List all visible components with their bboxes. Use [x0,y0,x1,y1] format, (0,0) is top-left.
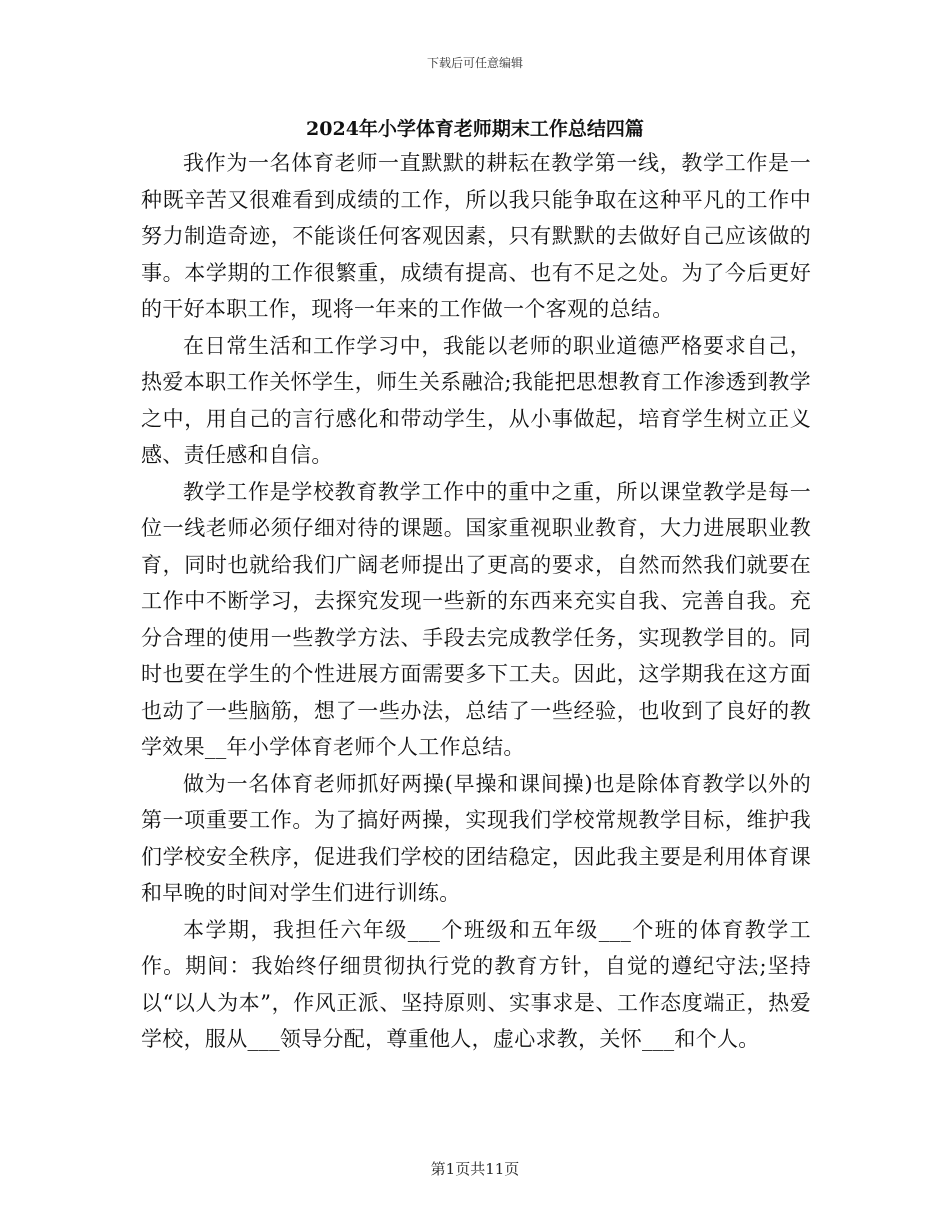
paragraph-2: 在日常生活和工作学习中，我能以老师的职业道德严格要求自己，热爱本职工作关怀学生，师生关系融洽;我能把思想教育工作渗透到教学之中，用自己的言行感化和带动学生，从小事做起，培育学生树立正义感、责任感和自信。 [141,333,811,467]
header-note: 下载后可任意编辑 [426,56,523,70]
document-body [141,145,811,1058]
document-title: 2024年小学体育老师期末工作总结四篇 [306,118,644,140]
paragraph-1: 我作为一名体育老师一直默默的耕耘在教学第一线，教学工作是一种既辛苦又很难看到成绩的工作，所以我只能争取在这种平凡的工作中努力制造奇迹，不能谈任何客观因素，只有默默的去做好自己应该做的事。本学期的工作很繁重，成绩有提高、也有不足之处。为了今后更好的干好本职工作，现将一年来的工作做一个客观的总结。 [141,151,811,321]
page-footer: 第1页共11页 [430,1160,520,1178]
paragraph-5: 本学期，我担任六年级___个班级和五年级___个班的体育教学工作。期间：我始终仔细贯彻执行党的教育方针，自觉的遵纪守法;坚持以“以人为本”，作风正派、坚持原则、实事求是、工作态度端正，热爱学校，服从___领导分配，尊重他人，虚心求教，关怀___和个人。 [141,917,811,1051]
paragraph-4: 做为一名体育老师抓好两操(早操和课间操)也是除体育教学以外的第一项重要工作。为了搞好两操，实现我们学校常规教学目标，维护我们学校安全秩序，促进我们学校的团结稳定，因此我主要是利用体育课和早晚的时间对学生们进行训练。 [141,771,811,905]
paragraph-3: 教学工作是学校教育教学工作中的重中之重，所以课堂教学是每一位一线老师必须仔细对待的课题。国家重视职业教育，大力进展职业教育，同时也就给我们广阔老师提出了更高的要求，自然而然我们就要在工作中不断学习，去探究发现一些新的东西来充实自我、完善自我。充分合理的使用一些教学方法、手段去完成教学任务，实现教学目的。同时也要在学生的个性进展方面需要多下工夫。因此，这学期我在这方面也动了一些脑筋，想了一些办法，总结了一些经验，也收到了良好的教学效果__年小学体育老师个人工作总结。 [141,479,811,759]
